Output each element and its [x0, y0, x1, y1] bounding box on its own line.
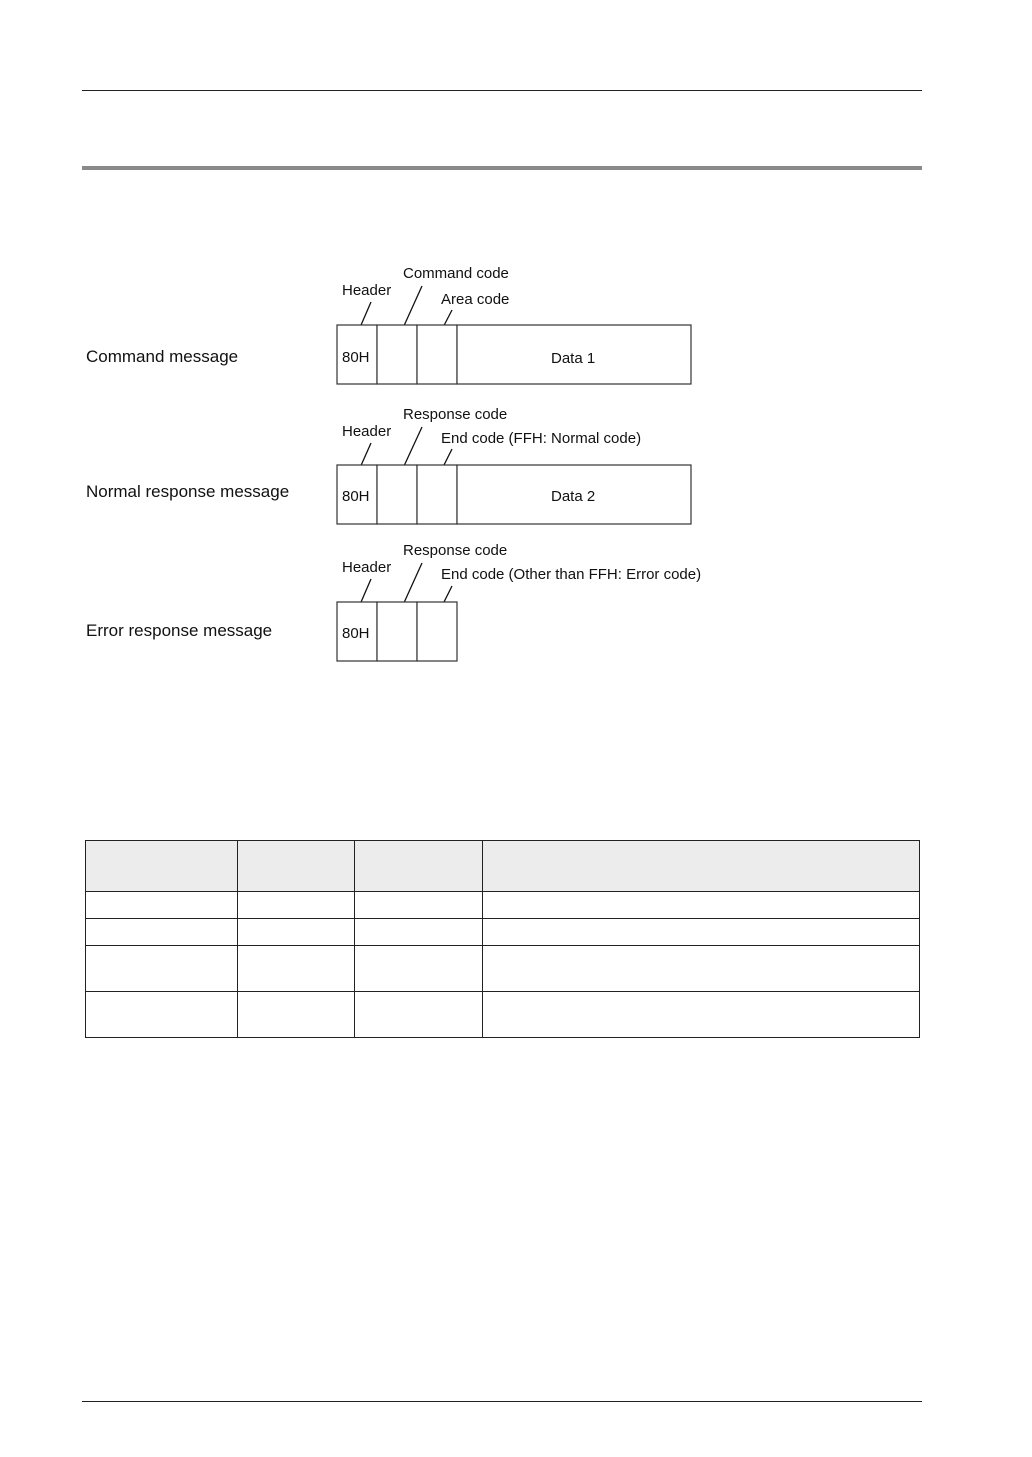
header-cell-value: 80H: [342, 625, 370, 642]
table-cell: [355, 892, 483, 919]
end-code-annotation: End code (Other than FFH: Error code): [441, 566, 702, 583]
table-header-row: [86, 841, 920, 892]
table-header-cell: [238, 841, 355, 892]
table-cell: [86, 892, 238, 919]
response-code-annotation: Response code: [403, 406, 508, 423]
command-code-cell: [377, 325, 417, 384]
table-row: [86, 946, 920, 992]
response-code-cell: [377, 465, 417, 524]
data-1-label: Data 1: [551, 350, 596, 367]
end-code-cell: [417, 602, 457, 661]
table-cell: [355, 992, 483, 1038]
table-row: [86, 892, 920, 919]
header-annotation: Header: [342, 423, 392, 440]
command-code-annotation: Command code: [403, 265, 509, 282]
header-cell-value: 80H: [342, 488, 370, 505]
table-cell: [355, 946, 483, 992]
end-code-annotation: End code (FFH: Normal code): [441, 430, 642, 447]
table-cell: [238, 946, 355, 992]
message-details-table: [85, 840, 920, 1038]
table-cell: [355, 919, 483, 946]
header-annotation: Header: [342, 559, 392, 576]
table-cell: [483, 946, 920, 992]
table-header-cell: [355, 841, 483, 892]
command-message-row: [86, 265, 691, 384]
table-header-cell: [86, 841, 238, 892]
normal-response-row: [86, 406, 691, 524]
area-code-annotation: Area code: [441, 291, 510, 308]
table-row: [86, 992, 920, 1038]
data-2-label: Data 2: [551, 488, 596, 505]
response-code-cell: [377, 602, 417, 661]
normal-response-label: Normal response message: [86, 482, 290, 501]
table-header-cell: [483, 841, 920, 892]
end-code-cell: [417, 465, 457, 524]
error-response-label: Error response message: [86, 621, 273, 640]
table-cell: [86, 992, 238, 1038]
table-cell: [483, 992, 920, 1038]
table-row: [86, 919, 920, 946]
table-cell: [238, 992, 355, 1038]
response-code-annotation: Response code: [403, 542, 508, 559]
table-cell: [238, 919, 355, 946]
error-response-row: [86, 542, 701, 661]
header-cell-value: 80H: [342, 349, 370, 366]
table-cell: [483, 919, 920, 946]
command-message-label: Command message: [86, 347, 239, 366]
table-cell: [86, 946, 238, 992]
header-annotation: Header: [342, 282, 392, 299]
table-cell: [483, 892, 920, 919]
table-cell: [238, 892, 355, 919]
page-bottom-rule: [82, 1401, 922, 1402]
table-cell: [86, 919, 238, 946]
area-code-cell: [417, 325, 457, 384]
message-format-diagram: [0, 0, 1032, 700]
